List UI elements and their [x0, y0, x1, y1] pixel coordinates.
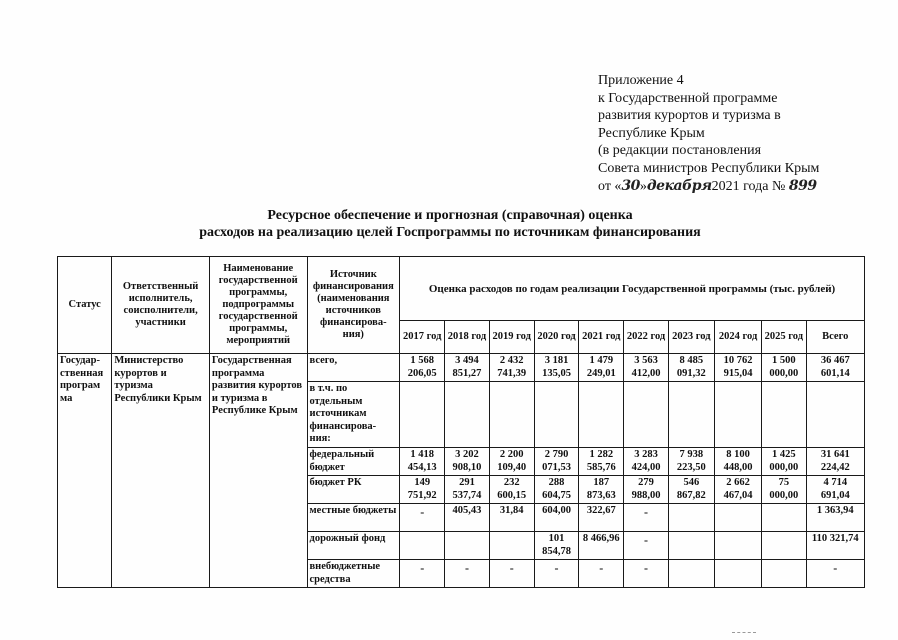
- value-cell: 2 662 467,04: [714, 476, 761, 504]
- header-year: 2025 год: [762, 321, 806, 354]
- value-cell: [762, 560, 806, 588]
- value-cell: -: [624, 560, 668, 588]
- value-cell: [489, 532, 534, 560]
- value-cell: 1 425 000,00: [762, 448, 806, 476]
- total-cell: 110 321,74: [806, 532, 865, 560]
- value-cell: [579, 382, 624, 448]
- value-cell: [400, 532, 445, 560]
- value-cell: [668, 532, 714, 560]
- value-cell: 2 200 109,40: [489, 448, 534, 476]
- value-cell: [445, 382, 489, 448]
- document-title: [120, 207, 780, 241]
- value-cell: [668, 504, 714, 532]
- value-cell: 3 283 424,00: [624, 448, 668, 476]
- value-cell: 3 494 851,27: [445, 354, 489, 382]
- total-cell: -: [806, 560, 865, 588]
- program-cell: Государственная программа развития курортов и туризма в Республике Крым: [209, 354, 307, 588]
- source-cell: всего,: [307, 354, 400, 382]
- appendix-line: развития курортов и туризма в: [598, 108, 781, 124]
- handwritten-number: 899: [788, 177, 817, 194]
- handwritten-day: 30: [621, 177, 640, 194]
- value-cell: -: [534, 560, 578, 588]
- header-year: 2020 год: [534, 321, 578, 354]
- value-cell: [445, 532, 489, 560]
- value-cell: [762, 532, 806, 560]
- appendix-line: (в редакции постановления: [598, 143, 762, 159]
- value-cell: [624, 382, 668, 448]
- appendix-line: Республике Крым: [598, 125, 705, 141]
- value-cell: 1 418 454,13: [400, 448, 445, 476]
- total-cell: 31 641 224,42: [806, 448, 865, 476]
- value-cell: 604,00: [534, 504, 578, 532]
- value-cell: [400, 382, 445, 448]
- source-cell: федеральный бюджет: [307, 448, 400, 476]
- value-cell: -: [400, 560, 445, 588]
- header-year: 2022 год: [624, 321, 668, 354]
- value-cell: [668, 382, 714, 448]
- value-cell: [489, 382, 534, 448]
- value-cell: 1 568 206,05: [400, 354, 445, 382]
- resolution-date-line: [598, 178, 888, 196]
- header-program: Наименование государственной программы, подпрограммы государственной программы, мероприятий: [209, 257, 307, 354]
- value-cell: 10 762 915,04: [714, 354, 761, 382]
- executor-cell: Министерство курортов и туризма Республики Крым: [112, 354, 210, 588]
- header-year: 2017 год: [400, 321, 445, 354]
- appendix-line: Совета министров Республики Крым: [598, 160, 820, 176]
- value-cell: 187 873,63: [579, 476, 624, 504]
- appendix-block: [598, 72, 888, 195]
- value-cell: 1 500 000,00: [762, 354, 806, 382]
- total-cell: 4 714 691,04: [806, 476, 865, 504]
- appendix-line: к Государственной программе: [598, 90, 778, 106]
- title-line-1: Ресурсное обеспечение и прогнозная (справочная) оценка: [267, 208, 633, 223]
- value-cell: [714, 532, 761, 560]
- title-line-2: расходов на реализацию целей Госпрограммы по источникам финансирования: [199, 225, 701, 240]
- header-year: 2019 год: [489, 321, 534, 354]
- date-prefix: от «: [598, 178, 622, 194]
- source-cell: бюджет РК: [307, 476, 400, 504]
- header-source: Источник финансирования (наименования источников финансирова-ния): [307, 257, 400, 354]
- value-cell: 232 600,15: [489, 476, 534, 504]
- value-cell: 2 432 741,39: [489, 354, 534, 382]
- header-year: 2024 год: [714, 321, 761, 354]
- value-cell: -: [579, 560, 624, 588]
- value-cell: 2 790 071,53: [534, 448, 578, 476]
- value-cell: 8 485 091,32: [668, 354, 714, 382]
- header-year: 2018 год: [445, 321, 489, 354]
- value-cell: 322,67: [579, 504, 624, 532]
- header-status: Статус: [58, 257, 112, 354]
- total-cell: [806, 382, 865, 448]
- source-cell: в т.ч. по отдельным источникам финансирова-ния:: [307, 382, 400, 448]
- date-suffix: 2021 года №: [711, 178, 789, 194]
- value-cell: 31,84: [489, 504, 534, 532]
- status-cell: Государ-ственная програм ма: [58, 354, 112, 588]
- value-cell: 101 854,78: [534, 532, 578, 560]
- value-cell: [534, 382, 578, 448]
- total-cell: 36 467 601,14: [806, 354, 865, 382]
- value-cell: 3 202 908,10: [445, 448, 489, 476]
- value-cell: 291 537,74: [445, 476, 489, 504]
- total-cell: 1 363,94: [806, 504, 865, 532]
- value-cell: 1 282 585,76: [579, 448, 624, 476]
- value-cell: 149 751,92: [400, 476, 445, 504]
- value-cell: 7 938 223,50: [668, 448, 714, 476]
- value-cell: -: [624, 504, 668, 532]
- value-cell: 546 867,82: [668, 476, 714, 504]
- header-total: Всего: [806, 321, 865, 354]
- handwritten-month: декабря: [646, 177, 712, 194]
- value-cell: -: [624, 532, 668, 560]
- source-cell: местные бюджеты: [307, 504, 400, 532]
- appendix-line: Приложение 4: [598, 73, 684, 88]
- header-year: 2023 год: [668, 321, 714, 354]
- value-cell: [762, 504, 806, 532]
- value-cell: -: [445, 560, 489, 588]
- date-mid: »: [639, 178, 647, 194]
- value-cell: [714, 382, 761, 448]
- value-cell: [714, 560, 761, 588]
- value-cell: 8 466,96: [579, 532, 624, 560]
- value-cell: 3 181 135,05: [534, 354, 578, 382]
- value-cell: 75 000,00: [762, 476, 806, 504]
- value-cell: [668, 560, 714, 588]
- value-cell: -: [489, 560, 534, 588]
- value-cell: 3 563 412,00: [624, 354, 668, 382]
- value-cell: 288 604,75: [534, 476, 578, 504]
- value-cell: 1 479 249,01: [579, 354, 624, 382]
- header-year: 2021 год: [579, 321, 624, 354]
- value-cell: -: [400, 504, 445, 532]
- value-cell: 8 100 448,00: [714, 448, 761, 476]
- header-executor: Ответственный исполнитель, соисполнители, участники: [112, 257, 210, 354]
- value-cell: [714, 504, 761, 532]
- value-cell: [762, 382, 806, 448]
- page-edge-mark: [732, 632, 756, 634]
- value-cell: 279 988,00: [624, 476, 668, 504]
- funding-table: [57, 256, 865, 588]
- value-cell: 405,43: [445, 504, 489, 532]
- source-cell: внебюджетные средства: [307, 560, 400, 588]
- source-cell: дорожный фонд: [307, 532, 400, 560]
- header-estimate: Оценка расходов по годам реализации Государственной программы (тыс. рублей): [400, 257, 865, 321]
